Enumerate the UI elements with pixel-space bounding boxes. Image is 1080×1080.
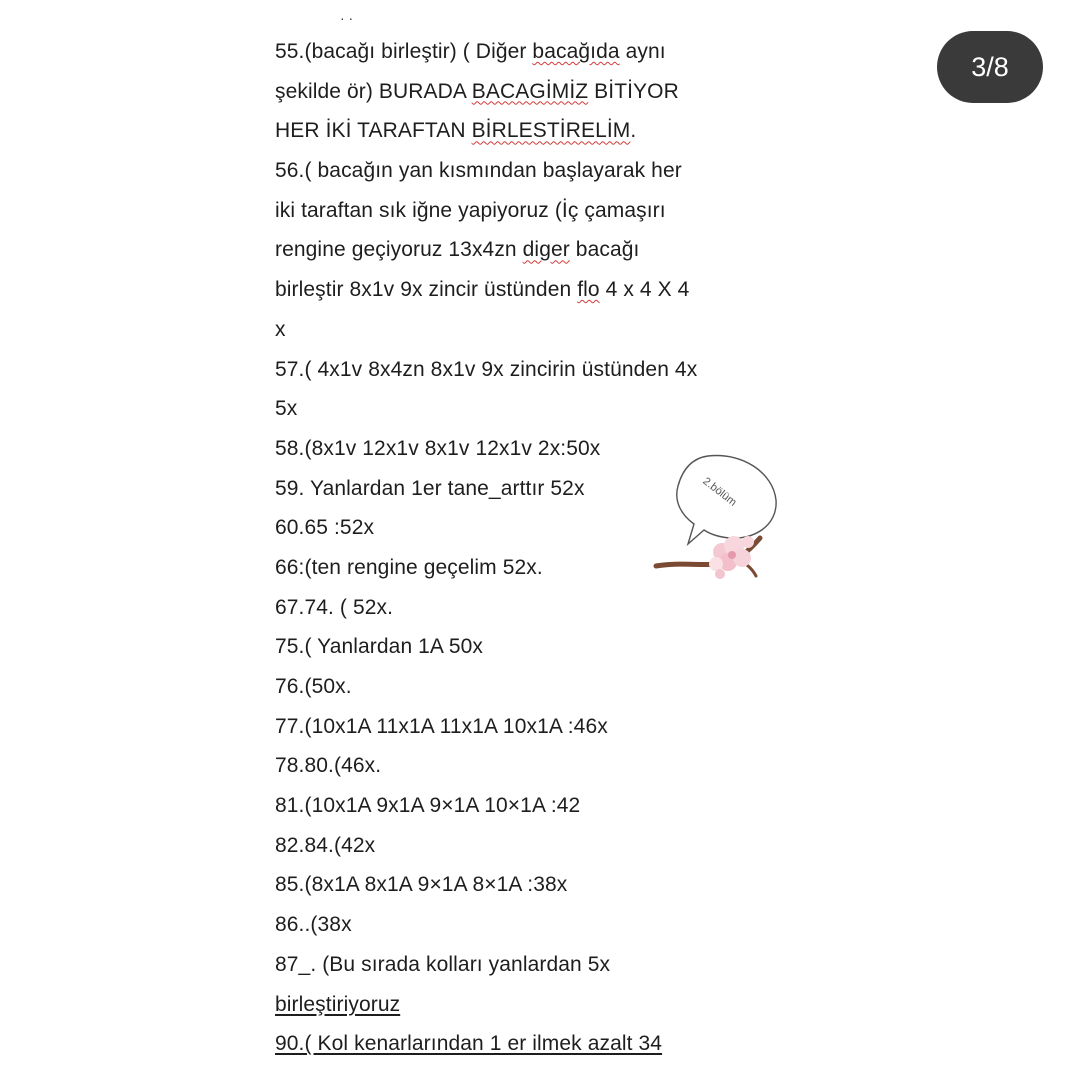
sticker-art xyxy=(648,448,788,598)
spell-flagged-word: bacağıda xyxy=(532,40,620,63)
spell-flagged-word: BİRLESTİRELİM xyxy=(471,119,631,143)
line-90 xyxy=(275,1024,795,1064)
line-text: HER İKİ TARAFTAN xyxy=(275,119,472,143)
line-87-cont xyxy=(275,985,795,1025)
line-82-84: 82.84.(42x xyxy=(275,833,376,857)
page-indicator-badge: 3/8 xyxy=(937,31,1043,103)
line-text: bacağı xyxy=(569,238,640,262)
line-text: birleştir 8x1v 9x zincir üstünden xyxy=(275,278,578,302)
line-56-cont: iki taraftan sık iğne yapiyoruz (İç çamaşırı xyxy=(275,198,666,222)
line-57: 57.( 4x1v 8x4zn 8x1v 9x zincirin üstünden 4x xyxy=(275,357,698,381)
line-75: 75.( Yanlardan 1A 50x xyxy=(275,635,483,659)
line-66: 66:(ten rengine geçelim 52x. xyxy=(275,555,543,579)
line-85: 85.(8x1A 8x1A 9×1A 8×1A :38x xyxy=(275,873,568,897)
line-81: 81.(10x1A 9x1A 9×1A 10×1A :42 xyxy=(275,794,581,818)
line-78-80: 78.80.(46x. xyxy=(275,754,382,778)
spell-flagged-word: BACAGİMİZ xyxy=(471,79,589,103)
line-text: şekilde ör) BURADA xyxy=(275,79,472,103)
line-58: 58.(8x1v 12x1v 8x1v 12x1v 2x:50x xyxy=(275,436,601,460)
spell-flagged-word: diger xyxy=(522,238,570,262)
line-text: rengine geçiyoruz 13x4zn xyxy=(275,238,523,262)
line-56-cont3 xyxy=(275,270,795,310)
line-text: 55.(bacağı birleştir) ( Diğer xyxy=(275,40,533,63)
line-56-cont2 xyxy=(275,230,795,270)
cut-off-text-fragment: · · xyxy=(340,10,354,26)
line-60-65: 60.65 :52x xyxy=(275,516,375,540)
line-57-cont: 5x xyxy=(275,397,298,421)
line-56: 56.( bacağın yan kısmından başlayarak her xyxy=(275,159,682,183)
blossom-icon xyxy=(709,536,754,579)
line-59: 59. Yanlardan 1er tane_arttır 52x xyxy=(275,476,585,500)
line-56-cont4: x xyxy=(275,317,286,341)
line-text: BİTİYOR xyxy=(588,79,679,103)
line-text: 4 x 4 X 4 xyxy=(599,278,690,302)
flower-sticker xyxy=(648,448,788,598)
underlined-text: birleştiriyoruz xyxy=(275,992,401,1016)
line-77: 77.(10x1A 11x1A 11x1A 10x1A :46x xyxy=(275,714,608,738)
line-55-cont xyxy=(275,72,795,112)
line-87: 87_. (Bu sırada kolları yanlardan 5x xyxy=(275,952,611,976)
line-76: 76.(50x. xyxy=(275,675,352,698)
line-67-74: 67.74. ( 52x. xyxy=(275,595,394,619)
line-55 xyxy=(275,32,795,72)
sticker-label: 2.bölüm xyxy=(700,475,739,509)
line-86: 86..(38x xyxy=(275,913,352,937)
spell-flagged-word: flo xyxy=(577,278,600,302)
underlined-text: 90.( Kol kenarlarından 1 er ilmek azalt 34 xyxy=(275,1032,663,1056)
line-55-cont2 xyxy=(275,111,795,151)
line-text: aynı xyxy=(619,40,666,63)
line-text: . xyxy=(630,119,637,143)
